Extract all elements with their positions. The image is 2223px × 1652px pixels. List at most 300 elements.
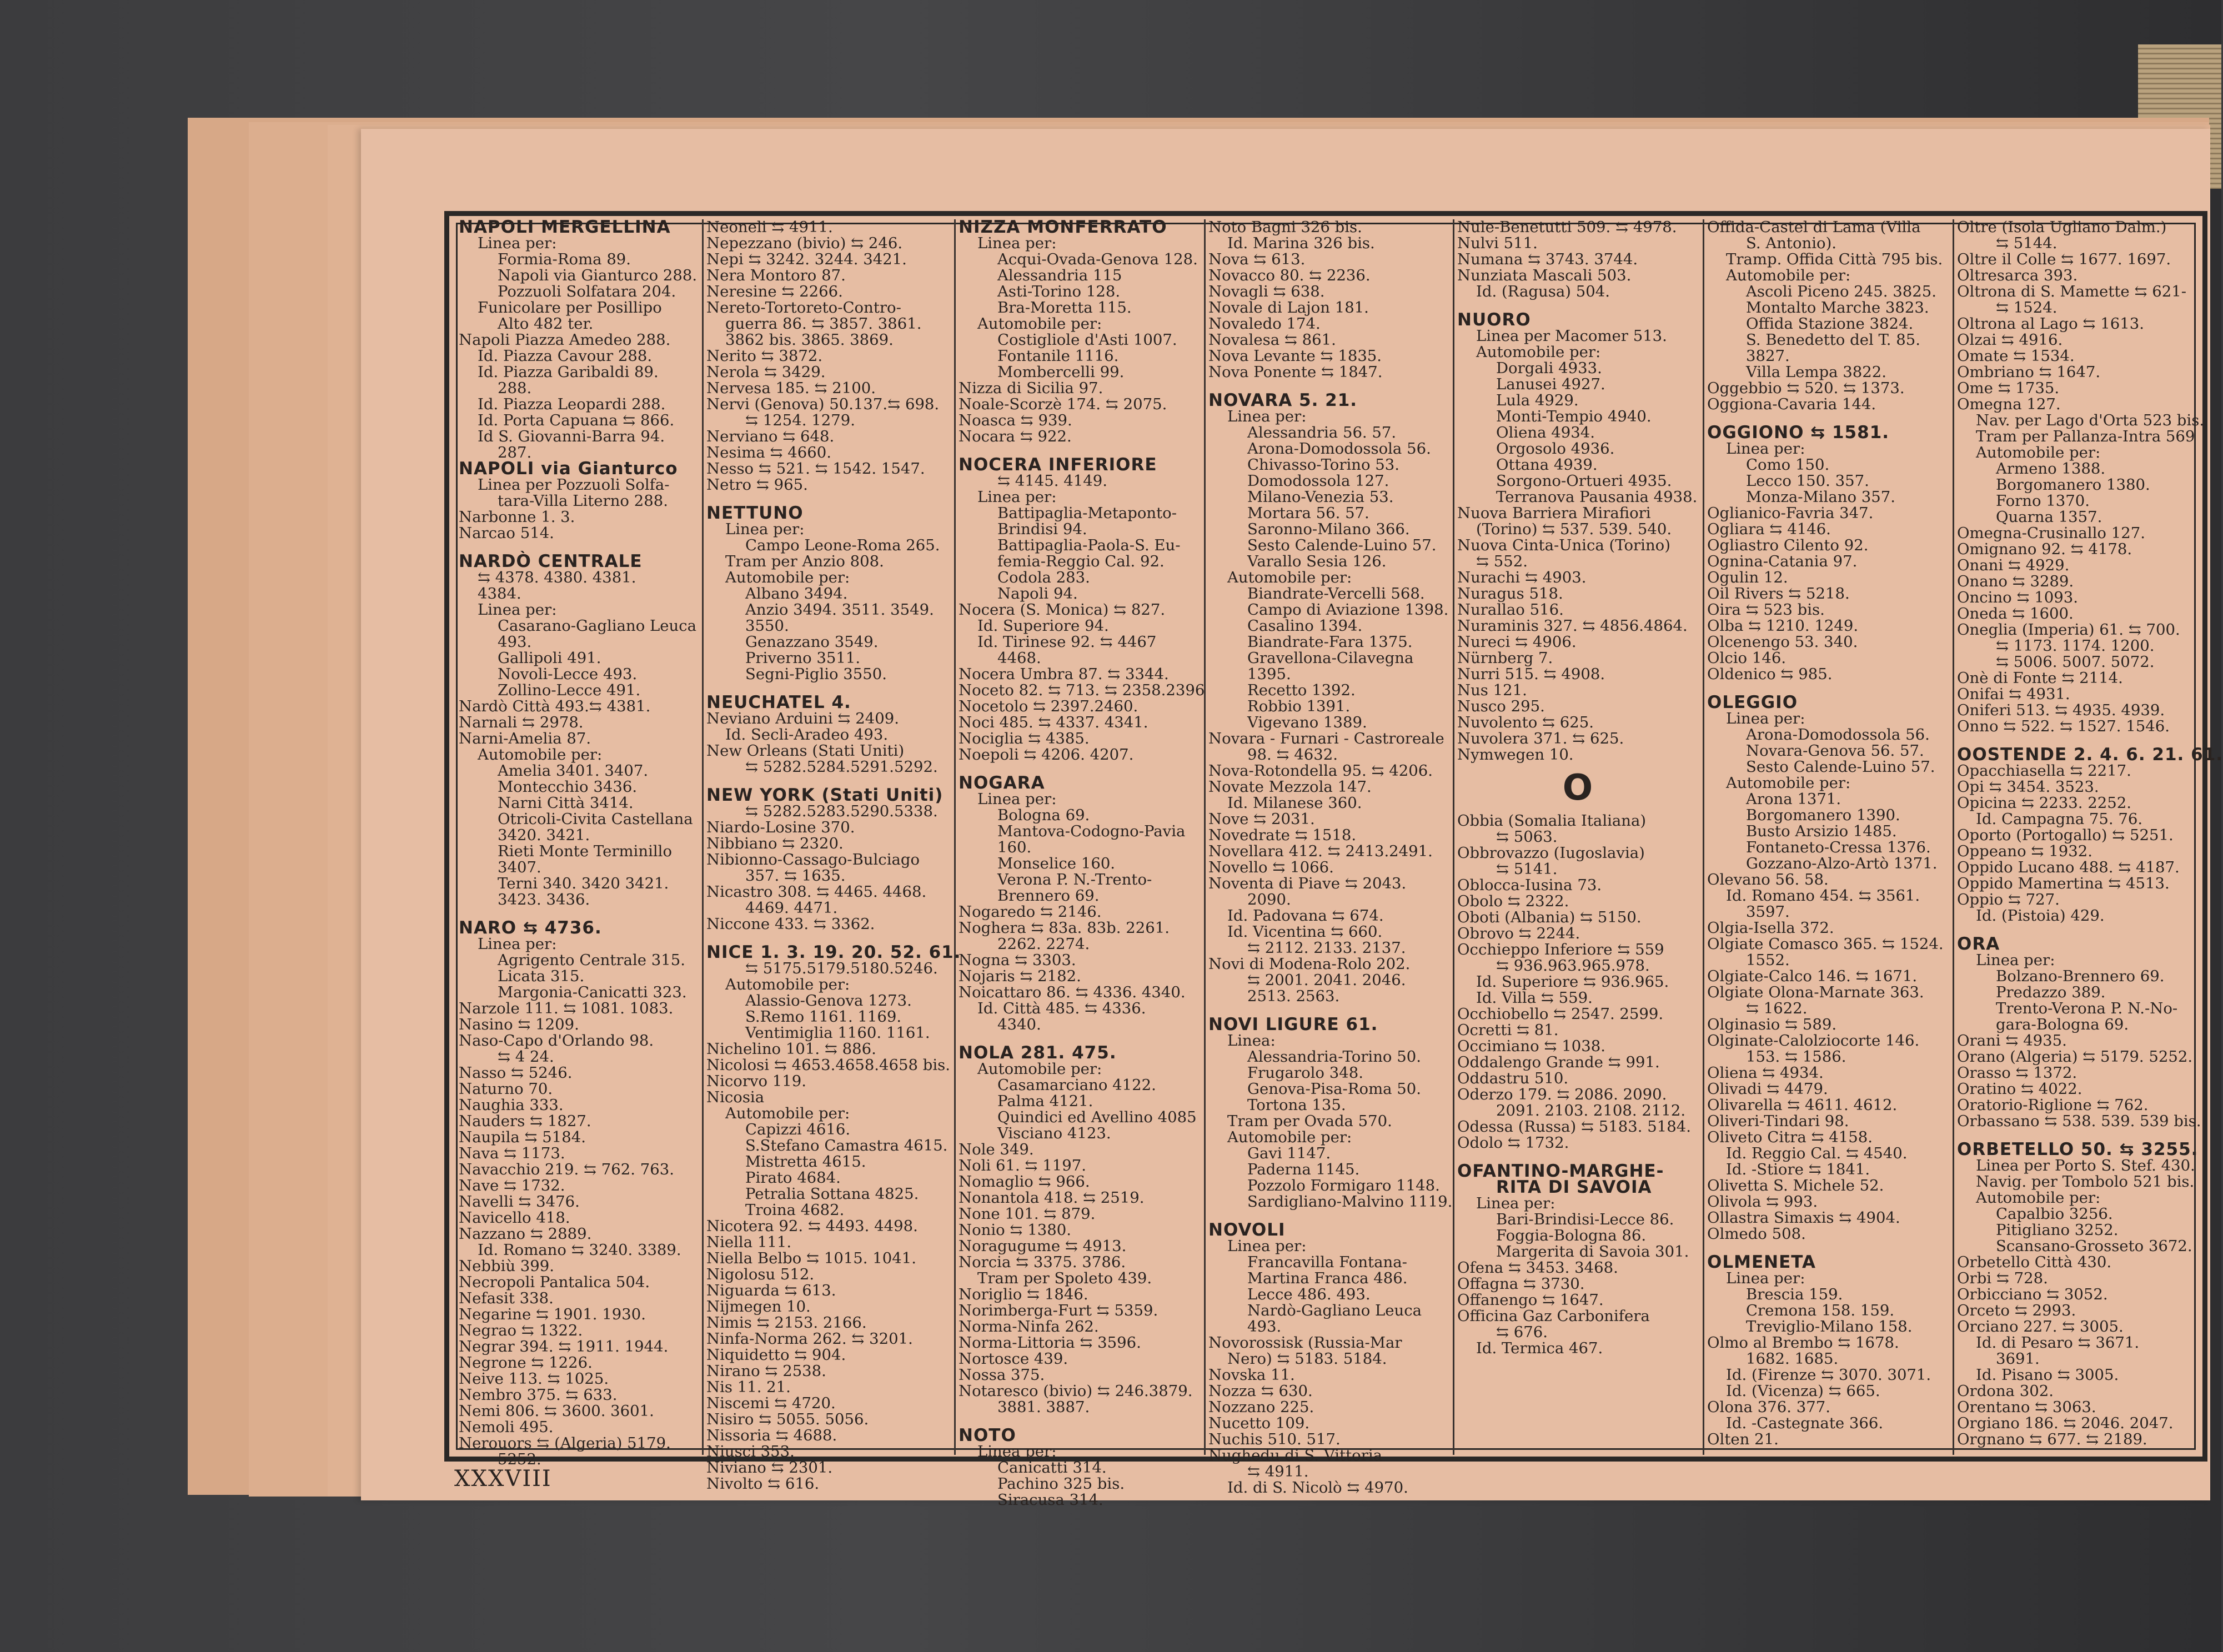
index-entry: 4384. — [478, 585, 521, 602]
index-entry: Niguarda ⇆ 613. — [706, 1282, 836, 1299]
index-entry: Pozzuoli Solfatara 204. — [498, 283, 676, 300]
index-entry: Villa Lempa 3822. — [1746, 363, 1886, 381]
index-entry: Offida-Castel di Lama (Villa — [1707, 218, 1921, 236]
index-entry: Sesto Calende-Luino 57. — [1247, 536, 1437, 554]
index-entry: Obbrovazzo (Iugoslavia) — [1457, 844, 1645, 862]
index-entry: ⇆ 936.963.965.978. — [1496, 957, 1650, 975]
index-entry: Opacchiasella ⇆ 2217. — [1957, 762, 2131, 780]
index-entry: Nijmegen 10. — [706, 1298, 811, 1315]
index-entry: 3827. — [1746, 347, 1790, 365]
index-entry: Nasino ⇆ 1209. — [459, 1016, 579, 1033]
index-entry: Mistretta 4615. — [745, 1153, 866, 1171]
index-entry: Alessandria 56. 57. — [1247, 424, 1397, 441]
index-entry: Orbassano ⇆ 538. 539. 539 bis. — [1957, 1112, 2201, 1130]
index-heading: NOVARA 5. 21. — [1208, 390, 1358, 410]
index-heading: OGGIONO ⇆ 1581. — [1707, 423, 1890, 443]
index-entry: ⇆ 1622. — [1746, 1000, 1808, 1017]
index-entry: Biandrate-Fara 1375. — [1247, 633, 1413, 651]
index-entry: Nova ⇆ 613. — [1208, 250, 1306, 268]
section-letter: O — [1562, 767, 1593, 809]
index-entry: 4468. — [997, 649, 1041, 667]
column-divider — [702, 219, 704, 1455]
index-entry: Bra-Moretta 115. — [997, 299, 1132, 317]
index-entry: Tramp. Offida Città 795 bis. — [1726, 250, 1943, 268]
index-entry: Id. Villa ⇆ 559. — [1476, 989, 1593, 1007]
index-entry: Noicattaro 86. ⇆ 4336. 4340. — [959, 983, 1186, 1001]
index-entry: Linea per: — [478, 935, 557, 953]
index-entry: Olmedo 508. — [1707, 1225, 1806, 1243]
index-entry: Francavilla Fontana- — [1247, 1253, 1407, 1271]
column-divider — [1953, 219, 1954, 1455]
index-entry: Rieti Monte Terminillo — [498, 842, 673, 860]
index-entry: Tram per Ovada 570. — [1227, 1112, 1392, 1130]
index-entry: Oil Rivers ⇆ 5218. — [1707, 585, 1850, 602]
index-entry: Oggebbio ⇆ 520. ⇆ 1373. — [1707, 379, 1905, 397]
index-entry: Nucetto 109. — [1208, 1414, 1310, 1432]
index-entry: Ofena ⇆ 3453. 3468. — [1457, 1259, 1618, 1277]
index-entry: Novellara 412. ⇆ 2413.2491. — [1208, 842, 1433, 860]
index-entry: Terni 340. 3420 3421. — [498, 875, 669, 892]
index-heading: NARDÒ CENTRALE — [459, 551, 643, 571]
index-entry: Cremona 158. 159. — [1746, 1302, 1895, 1319]
index-entry: Id. (Pistoia) 429. — [1976, 907, 2105, 925]
index-entry: Capalbio 3256. — [1996, 1205, 2113, 1223]
index-entry: Nogaredo ⇆ 2146. — [959, 903, 1102, 921]
index-entry: Oratino ⇆ 4022. — [1957, 1080, 2083, 1098]
index-entry: Linea per: — [1726, 440, 1805, 458]
index-entry: Nürnberg 7. — [1457, 649, 1553, 667]
index-entry: Narcao 514. — [459, 524, 554, 542]
index-entry: Terranova Pausania 4938. — [1496, 488, 1698, 506]
index-entry: Automobile per: — [1227, 569, 1352, 586]
index-entry: Nasso ⇆ 5246. — [459, 1064, 573, 1082]
index-entry: Obolo ⇆ 2322. — [1457, 892, 1569, 910]
index-entry: Gravellona-Cilavegna — [1247, 649, 1414, 667]
index-entry: Nava ⇆ 1173. — [459, 1144, 565, 1162]
index-entry: ⇆ 1254. 1279. — [745, 411, 855, 429]
index-entry: Niviano ⇆ 2301. — [706, 1459, 833, 1477]
index-entry: Lanusei 4927. — [1496, 375, 1605, 393]
index-entry: Nichelino 101. ⇆ 886. — [706, 1040, 876, 1058]
index-entry: Nughedu di S. Vittoria — [1208, 1447, 1383, 1464]
index-entry: Acqui-Ovada-Genova 128. — [997, 250, 1198, 268]
index-entry: Oira ⇆ 523 bis. — [1707, 601, 1825, 619]
index-entry: Automobile per: — [1976, 444, 2101, 461]
index-entry: Nebbiù 399. — [459, 1257, 555, 1275]
index-heading: NOVI LIGURE 61. — [1208, 1015, 1378, 1035]
index-entry: Olten 21. — [1707, 1430, 1779, 1448]
index-entry: Id. Termica 467. — [1476, 1339, 1603, 1357]
index-entry: ⇆ 552. — [1476, 553, 1528, 570]
index-entry: Oliena 4934. — [1496, 424, 1595, 441]
index-entry: Noghera ⇆ 83a. 83b. 2261. — [959, 919, 1170, 937]
index-entry: Nardò-Gagliano Leuca — [1247, 1302, 1422, 1319]
index-entry: Lecce 486. 493. — [1247, 1286, 1371, 1303]
index-entry: Martina Franca 486. — [1247, 1269, 1408, 1287]
index-entry: Olzai ⇆ 4916. — [1957, 331, 2063, 349]
index-entry: Oncino ⇆ 1093. — [1957, 589, 2078, 606]
index-entry: Onano ⇆ 3289. — [1957, 573, 2074, 590]
index-heading: NOVOLI — [1208, 1220, 1286, 1240]
index-entry: Foggia-Bologna 86. — [1496, 1227, 1647, 1244]
index-entry: Nardò Città 493.⇆ 4381. — [459, 697, 651, 715]
index-entry: Linea per: — [1726, 1269, 1805, 1287]
index-entry: Battipaglia-Metaponto- — [997, 504, 1177, 522]
index-entry: Robbio 1391. — [1247, 697, 1351, 715]
index-entry: Niardo-Losine 370. — [706, 819, 855, 836]
index-entry: Norma-Littoria ⇆ 3596. — [959, 1334, 1141, 1352]
index-entry: 357. ⇆ 1635. — [745, 867, 846, 885]
index-entry: Varallo Sesia 126. — [1247, 553, 1387, 570]
index-entry: 287. — [498, 444, 532, 461]
page-number: XXXVIII — [454, 1466, 552, 1492]
index-entry: New Orleans (Stati Uniti) — [706, 742, 905, 760]
index-heading: OFANTINO-MARGHE- — [1457, 1161, 1664, 1181]
index-entry: Trento-Verona P. N.-No- — [1996, 1000, 2178, 1017]
index-entry: Ascoli Piceno 245. 3825. — [1746, 283, 1936, 300]
index-entry: Bolzano-Brennero 69. — [1996, 967, 2165, 985]
index-entry: Ordona 302. — [1957, 1382, 2054, 1400]
index-entry: Frugarolo 348. — [1247, 1064, 1363, 1082]
index-entry: Orceto ⇆ 2993. — [1957, 1302, 2076, 1319]
index-entry: Orgnano ⇆ 677. ⇆ 2189. — [1957, 1430, 2147, 1448]
index-entry: Capizzi 4616. — [745, 1121, 851, 1138]
index-entry: Olginate-Calolziocorte 146. — [1707, 1032, 1920, 1050]
index-entry: Id. Superiore 94. — [977, 617, 1109, 635]
index-entry: Brescia 159. — [1746, 1286, 1843, 1303]
index-entry: Oboti (Albania) ⇆ 5150. — [1457, 908, 1642, 926]
index-entry: Norma-Ninfa 262. — [959, 1318, 1099, 1335]
index-entry: Nurachi ⇆ 4903. — [1457, 569, 1587, 586]
index-entry: Olgiate Comasco 365. ⇆ 1524. — [1707, 935, 1944, 953]
index-entry: Nonantola 418. ⇆ 2519. — [959, 1189, 1145, 1207]
index-entry: Nivolto ⇆ 616. — [706, 1475, 820, 1493]
index-entry: Orasso ⇆ 1372. — [1957, 1064, 2078, 1082]
index-entry: S. Antonio). — [1746, 234, 1837, 252]
index-heading: NOGARA — [959, 773, 1045, 793]
index-heading: NOCERA INFERIORE — [959, 455, 1157, 475]
index-entry: Lula 4929. — [1496, 391, 1579, 409]
index-entry: Olmo al Brembo ⇆ 1678. — [1707, 1334, 1899, 1352]
index-entry: Mantova-Codogno-Pavia — [997, 822, 1186, 840]
index-entry: Linea per: — [478, 601, 557, 619]
index-entry: Albano 3494. — [745, 585, 848, 602]
index-entry: S. Benedetto del T. 85. — [1746, 331, 1921, 349]
index-entry: Navelli ⇆ 3476. — [459, 1193, 580, 1211]
index-entry: 3691. — [1996, 1350, 2040, 1368]
index-entry: Oltrona di S. Mamette ⇆ 621- — [1957, 283, 2187, 300]
index-entry: Quarna 1357. — [1996, 508, 2102, 526]
index-entry: Tram per Pallanza-Intra 569 — [1976, 428, 2195, 445]
index-entry: Nervi (Genova) 50.137.⇆ 698. — [706, 395, 940, 413]
index-entry: Zollino-Lecce 491. — [498, 681, 641, 699]
index-entry: Id. Vicentina ⇆ 660. — [1227, 923, 1383, 941]
index-entry: 160. — [997, 838, 1032, 856]
index-entry: Pozzolo Formigaro 1148. — [1247, 1177, 1440, 1194]
index-entry: 3881. 3887. — [997, 1398, 1090, 1416]
index-heading: OOSTENDE 2. 4. 6. 21. 61. — [1957, 745, 2223, 765]
index-entry: ⇆ 5282.5284.5291.5292. — [745, 758, 938, 776]
index-entry: Mombercelli 99. — [997, 363, 1125, 381]
index-entry: 2262. 2274. — [997, 935, 1090, 953]
index-entry: Oddalengo Grande ⇆ 991. — [1457, 1053, 1660, 1071]
index-entry: Linea per: — [1227, 408, 1307, 425]
index-entry: ⇆ 5144. — [1996, 234, 2058, 252]
index-entry: Niusci 353. — [706, 1443, 795, 1460]
index-entry: Nureci ⇆ 4906. — [1457, 633, 1577, 651]
index-entry: Onno ⇆ 522. ⇆ 1527. 1546. — [1957, 717, 2170, 735]
index-entry: Occhiobello ⇆ 2547. 2599. — [1457, 1005, 1664, 1023]
index-entry: Linea: — [1227, 1032, 1276, 1050]
index-entry: Napoli Piazza Amedeo 288. — [459, 331, 671, 349]
index-entry: Linea per: — [1476, 1194, 1555, 1212]
index-column-4 — [1208, 218, 1453, 1497]
index-entry: Quindici ed Avellino 4085 — [997, 1108, 1197, 1126]
index-entry: Mortara 56. 57. — [1247, 504, 1369, 522]
index-entry: Dorgali 4933. — [1496, 359, 1602, 377]
index-entry: Linea per: — [725, 520, 805, 538]
index-entry: Oltresarca 393. — [1957, 267, 2078, 284]
index-entry: Bologna 69. — [997, 806, 1090, 824]
index-entry: Naturno 70. — [459, 1080, 553, 1098]
index-entry: Ventimiglia 1160. 1161. — [745, 1024, 930, 1042]
index-entry: Automobile per: — [977, 315, 1102, 333]
index-entry: Armeno 1388. — [1996, 460, 2106, 478]
index-entry: Nozzano 225. — [1208, 1398, 1314, 1416]
index-entry: Codola 283. — [997, 569, 1090, 586]
column-divider — [954, 219, 956, 1455]
index-entry: Oddastru 510. — [1457, 1069, 1569, 1087]
column-divider — [1703, 219, 1704, 1455]
index-entry: Nova-Rotondella 95. ⇆ 4206. — [1208, 762, 1433, 780]
index-entry: Negrao ⇆ 1322. — [459, 1322, 583, 1339]
index-entry: Id. Padovana ⇆ 674. — [1227, 907, 1384, 925]
index-entry: Nigolosu 512. — [706, 1266, 815, 1283]
index-entry: Arona-Domodossola 56. — [1746, 726, 1930, 744]
index-entry: Nuvolera 371. ⇆ 625. — [1457, 730, 1624, 747]
index-entry: Orentano ⇆ 3063. — [1957, 1398, 2096, 1416]
index-entry: Odessa (Russa) ⇆ 5183. 5184. — [1457, 1118, 1691, 1136]
index-entry: Ognina-Catania 97. — [1707, 553, 1858, 570]
index-entry: Nemi 806. ⇆ 3600. 3601. — [459, 1402, 654, 1420]
index-entry: ⇆ 1524. — [1996, 299, 2058, 317]
index-entry: Nereto-Tortoreto-Contro- — [706, 299, 901, 317]
index-entry: Omegna-Crusinallo 127. — [1957, 524, 2145, 542]
index-column-5 — [1457, 219, 1698, 1455]
index-entry: Id. Romano 454. ⇆ 3561. — [1726, 887, 1920, 905]
index-entry: Offagna ⇆ 3730. — [1457, 1275, 1585, 1293]
index-entry: Linea per: — [977, 1443, 1057, 1460]
index-entry: Verona P. N.-Trento- — [997, 871, 1152, 888]
index-entry: Napoli 94. — [997, 585, 1078, 602]
index-entry: Oldenico ⇆ 985. — [1707, 665, 1833, 683]
index-entry: Id. -Castegnate 366. — [1726, 1414, 1884, 1432]
column-divider — [1204, 219, 1206, 1455]
index-entry: Obrovo ⇆ 2244. — [1457, 925, 1580, 942]
index-entry: Amelia 3401. 3407. — [498, 762, 649, 780]
index-entry: Id. di S. Nicolò ⇆ 4970. — [1227, 1479, 1408, 1497]
index-entry: Automobile per: — [725, 1104, 850, 1122]
index-entry: Nymwegen 10. — [1457, 746, 1574, 764]
index-entry: Id. Milanese 360. — [1227, 794, 1362, 812]
index-entry: 1552. — [1746, 951, 1790, 969]
index-entry: Oniferi 513. ⇆ 4935. 4939. — [1957, 701, 2165, 719]
index-entry: Niccone 433. ⇆ 3362. — [706, 915, 875, 933]
index-heading: OLEGGIO — [1707, 692, 1798, 712]
index-heading: NICE 1. 3. 19. 20. 52. 61. — [706, 942, 961, 962]
index-entry: Automobile per: — [977, 1060, 1102, 1078]
index-entry: Oppio ⇆ 727. — [1957, 891, 2060, 908]
index-entry: Nibbiano ⇆ 2320. — [706, 835, 844, 852]
index-entry: Novacco 80. ⇆ 2236. — [1208, 267, 1371, 284]
index-entry: Nepi ⇆ 3242. 3244. 3421. — [706, 250, 907, 268]
index-entry: Navicello 418. — [459, 1209, 570, 1227]
index-entry: Nerviano ⇆ 648. — [706, 428, 835, 445]
index-entry: Nis 11. 21. — [706, 1378, 791, 1396]
index-entry: Id. Città 485. ⇆ 4336. — [977, 1000, 1146, 1017]
index-entry: Officina Gaz Carbonifera — [1457, 1307, 1650, 1325]
index-entry: Campo Leone-Roma 265. — [745, 536, 940, 554]
index-entry: (Torino) ⇆ 537. 539. 540. — [1476, 520, 1672, 538]
index-entry: Niella Belbo ⇆ 1015. 1041. — [706, 1249, 917, 1267]
index-heading: NUORO — [1457, 310, 1531, 330]
index-entry: Arona 1371. — [1746, 790, 1841, 808]
index-entry: Orbicciano ⇆ 3052. — [1957, 1286, 2108, 1303]
index-entry: Nulvi 511. — [1457, 234, 1538, 252]
index-heading: NIZZA MONFERRATO — [959, 217, 1167, 237]
index-entry: 1395. — [1247, 665, 1291, 683]
index-entry: Narbonne 1. 3. — [459, 508, 575, 526]
index-entry: 5252. — [498, 1450, 541, 1468]
index-entry: Id. Piazza Leopardi 288. — [478, 395, 666, 413]
index-entry: Neoneli ⇆ 4911. — [706, 218, 833, 236]
index-entry: Ombriano ⇆ 1647. — [1957, 363, 2101, 381]
index-entry: 2091. 2103. 2108. 2112. — [1496, 1102, 1686, 1119]
index-entry: Orciano 227. ⇆ 3005. — [1957, 1318, 2124, 1335]
index-entry: Nisiro ⇆ 5055. 5056. — [706, 1410, 869, 1428]
index-entry: Automobile per: — [1227, 1128, 1352, 1146]
index-entry: Nuragus 518. — [1457, 585, 1563, 602]
index-entry: Id. -Stiore ⇆ 1841. — [1726, 1161, 1870, 1178]
index-entry: Nazzano ⇆ 2889. — [459, 1225, 592, 1243]
index-entry: Ogliara ⇆ 4146. — [1707, 520, 1831, 538]
index-entry: Nurallao 516. — [1457, 601, 1564, 619]
index-entry: Fontanile 1116. — [997, 347, 1119, 365]
index-entry: Oppeano ⇆ 1932. — [1957, 842, 2092, 860]
index-entry: Id. Marina 326 bis. — [1227, 234, 1375, 252]
index-entry: 288. — [498, 379, 532, 397]
index-entry: Nus 121. — [1457, 681, 1527, 699]
index-entry: Niscemi ⇆ 4720. — [706, 1394, 836, 1412]
index-entry: 4340. — [997, 1016, 1041, 1033]
index-entry: Scansano-Grosseto 3672. — [1996, 1237, 2192, 1255]
index-entry: Nova Ponente ⇆ 1847. — [1208, 363, 1383, 381]
index-entry: Noepoli ⇆ 4206. 4207. — [959, 746, 1134, 764]
index-entry: Noriglio ⇆ 1846. — [959, 1286, 1088, 1303]
index-entry: Milano-Venezia 53. — [1247, 488, 1394, 506]
index-entry: Olivarella ⇆ 4611. 4612. — [1707, 1096, 1898, 1114]
index-entry: Automobile per: — [478, 746, 603, 764]
index-entry: Niella 111. — [706, 1233, 792, 1251]
index-entry: Onani ⇆ 4929. — [1957, 556, 2070, 574]
index-entry: Noragugume ⇆ 4913. — [959, 1237, 1127, 1255]
index-entry: Novara - Furnari - Castroreale — [1208, 730, 1444, 747]
index-entry: Id. Piazza Garibaldi 89. — [478, 363, 659, 381]
index-entry: tara-Villa Literno 288. — [498, 492, 668, 510]
index-entry: Oglianico-Favria 347. — [1707, 504, 1874, 522]
index-entry: 3550. — [745, 617, 789, 635]
index-entry: Automobile per: — [725, 976, 850, 993]
index-entry: Pirato 4684. — [745, 1169, 841, 1187]
index-entry: Novska 11. — [1208, 1366, 1295, 1384]
index-entry: Biandrate-Vercelli 568. — [1247, 585, 1425, 602]
index-entry: 3597. — [1746, 903, 1790, 921]
index-entry: Ogulin 12. — [1707, 569, 1788, 586]
index-entry: ⇆ 5282.5283.5290.5338. — [745, 802, 938, 820]
index-entry: Asti-Torino 128. — [997, 283, 1121, 300]
index-entry: Oppido Mamertina ⇆ 4513. — [1957, 875, 2170, 892]
index-entry: Linea per: — [977, 790, 1057, 808]
index-entry: Orbetello Città 430. — [1957, 1253, 2112, 1271]
index-entry: Nociglia ⇆ 4385. — [959, 730, 1090, 747]
index-entry: Orgosolo 4936. — [1496, 440, 1615, 458]
index-entry: Linea per: — [1976, 951, 2055, 969]
index-heading: NEW YORK (Stati Uniti) — [706, 785, 944, 805]
index-entry: Monza-Milano 357. — [1746, 488, 1895, 506]
index-entry: Busto Arsizio 1485. — [1746, 822, 1897, 840]
index-entry: Noli 61. ⇆ 1197. — [959, 1157, 1086, 1174]
index-column-3 — [959, 217, 1205, 1509]
index-entry: Olivadi ⇆ 4479. — [1707, 1080, 1828, 1098]
index-entry: ⇆ 4378. 4380. 4381. — [478, 569, 636, 586]
index-entry: Narnali ⇆ 2978. — [459, 714, 584, 731]
index-entry: Id. Campagna 75. 76. — [1976, 810, 2143, 828]
index-entry: 2513. 2563. — [1247, 987, 1340, 1005]
index-entry: Tortona 135. — [1247, 1096, 1346, 1114]
index-entry: Automobile per: — [1726, 774, 1851, 792]
index-heading: ORBETELLO 50. ⇆ 3255. — [1957, 1139, 2199, 1159]
index-entry: Tram per Spoleto 439. — [977, 1269, 1152, 1287]
index-entry: Linea per: — [1726, 710, 1805, 727]
index-entry: 3862 bis. 3865. 3869. — [725, 331, 894, 349]
index-heading: NOLA 281. 475. — [959, 1043, 1117, 1063]
index-entry: Nuova Barriera Mirafiori — [1457, 504, 1651, 522]
index-entry: Nirano ⇆ 2538. — [706, 1362, 826, 1380]
index-entry: Negrone ⇆ 1226. — [459, 1354, 593, 1372]
index-entry: ⇆ 4911. — [1247, 1463, 1309, 1480]
index-entry: Lecco 150. 357. — [1746, 472, 1869, 490]
index-entry: Id. Romano ⇆ 3240. 3389. — [478, 1241, 681, 1259]
index-entry: Noto Bagni 326 bis. — [1208, 218, 1362, 236]
index-entry: Nicotera 92. ⇆ 4493. 4498. — [706, 1217, 918, 1235]
index-entry: Automobile per: — [725, 569, 850, 586]
index-entry: Monselice 160. — [997, 855, 1116, 872]
index-entry: 493. — [498, 633, 532, 651]
index-entry: Brindisi 94. — [997, 520, 1087, 538]
index-entry: Paderna 1145. — [1247, 1161, 1360, 1178]
index-entry: Narni Città 3414. — [498, 794, 634, 812]
index-entry: Recetto 1392. — [1247, 681, 1356, 699]
index-entry: 3420. 3421. — [498, 826, 590, 844]
index-entry: Sardigliano-Malvino 1119. — [1247, 1193, 1453, 1211]
index-entry: Noci 485. ⇆ 4337. 4341. — [959, 714, 1148, 731]
index-entry: Nauders ⇆ 1827. — [459, 1112, 591, 1130]
index-entry: Navacchio 219. ⇆ 762. 763. — [459, 1161, 674, 1178]
index-entry: Nave ⇆ 1732. — [459, 1177, 565, 1194]
index-entry: Costigliole d'Asti 1007. — [997, 331, 1177, 349]
index-entry: Novedrate ⇆ 1518. — [1208, 826, 1357, 844]
index-entry: Alto 482 ter. — [498, 315, 594, 333]
